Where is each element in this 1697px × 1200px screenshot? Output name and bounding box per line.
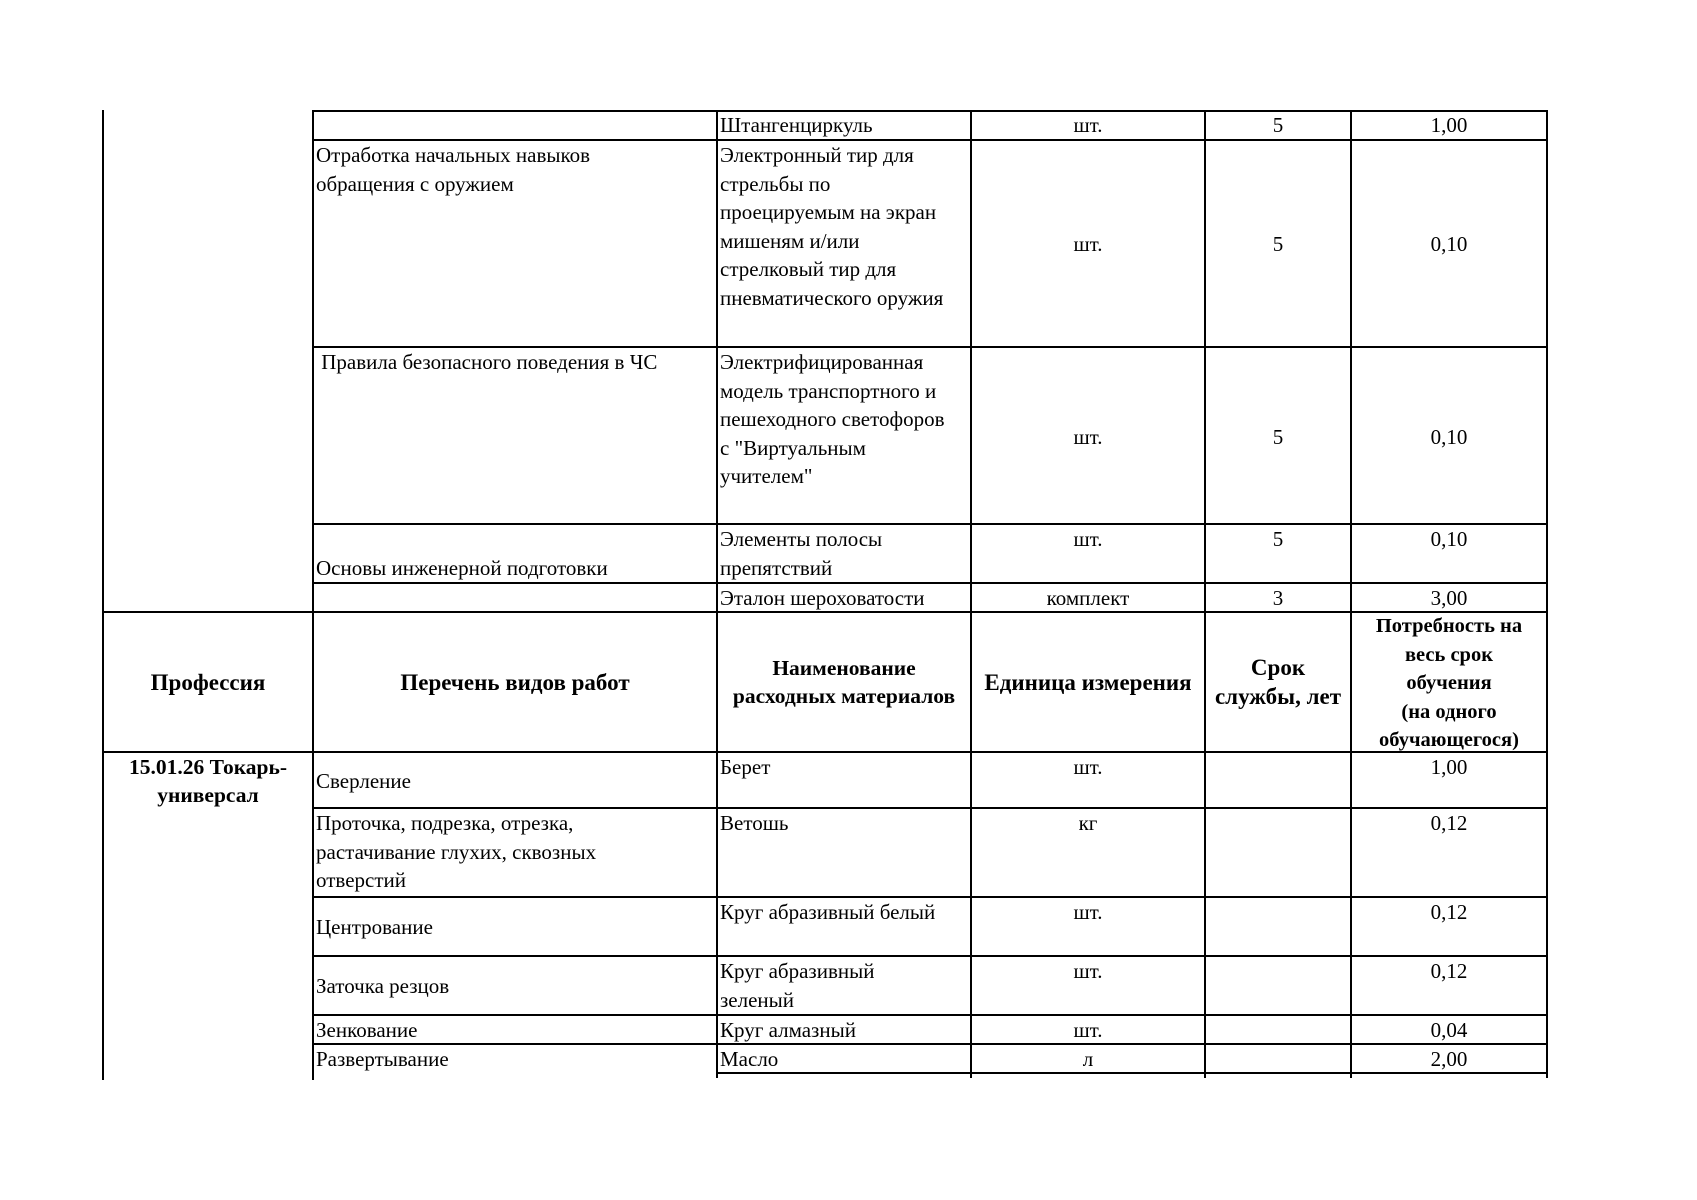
table-cell-work: Отработка начальных навыков обращения с оружием: [316, 143, 591, 196]
table-cell-unit: шт.: [1073, 1018, 1103, 1042]
table-cell-work: Зенкование: [316, 1018, 418, 1042]
table-cell-material: Элементы полосы препятствий: [720, 527, 883, 580]
table-cell-need: 1,00: [1430, 113, 1468, 137]
table-cell-unit: кг: [1078, 811, 1098, 835]
table-cell-material: Берет: [720, 755, 771, 779]
header-unit: Единица измерения: [984, 669, 1192, 695]
header-need: Потребность на весь срок обучения (на одного обучающегося): [1375, 615, 1523, 751]
table-cell-need: 0,10: [1430, 232, 1468, 256]
table-cell-need: 0,12: [1430, 900, 1468, 924]
table-cell-material: Электронный тир для стрельбы по проецируемым на экран мишеням и/или стрелковый тир для пневматического оружия: [720, 143, 944, 310]
table-cell-material: Ветошь: [720, 811, 789, 835]
table-cell-unit: комплект: [1046, 586, 1130, 610]
header-materials: Наименование расходных материалов: [732, 656, 956, 708]
header-term: Срок службы, лет: [1214, 655, 1342, 709]
table-cell-material: Электрифицированная модель транспортного и пешеходного светофоров с "Виртуальным учителем": [720, 350, 945, 488]
header-profession: Профессия: [150, 669, 266, 695]
table-cell-unit: шт.: [1073, 527, 1103, 551]
table-cell-unit: шт.: [1073, 900, 1103, 924]
table-cell-work: Проточка, подрезка, отрезка, растачивание глухих, сквозных отверстий: [316, 811, 597, 892]
header-works: Перечень видов работ: [400, 669, 630, 695]
table-cell-unit: шт.: [1073, 232, 1103, 256]
table-cell-material: Штангенциркуль: [720, 113, 873, 137]
table-cell-need: 0,10: [1430, 527, 1468, 551]
table-cell-unit: шт.: [1073, 755, 1103, 779]
table-cell-work: Заточка резцов: [316, 974, 450, 998]
table-cell-need: 0,10: [1430, 425, 1468, 449]
profession-name: 15.01.26 Токарь- универсал: [128, 755, 288, 807]
table-cell-term: 5: [1272, 113, 1284, 137]
table-cell-need: 0,04: [1430, 1018, 1468, 1042]
table-cell-material: Круг алмазный: [720, 1018, 856, 1042]
table-cell-material: Круг абразивный зеленый: [720, 959, 875, 1012]
table-cell-work: Развертывание: [316, 1047, 449, 1071]
table-cell-unit: л: [1082, 1047, 1094, 1071]
table-cell-need: 3,00: [1430, 586, 1468, 610]
table-border: [1546, 110, 1548, 1078]
table-cell-unit: шт.: [1073, 113, 1103, 137]
table-cell-unit: шт.: [1073, 959, 1103, 983]
table-cell-term: 5: [1272, 527, 1284, 551]
table-cell-unit: шт.: [1073, 425, 1103, 449]
table-border: [102, 110, 104, 1080]
table-cell-material: Масло: [720, 1047, 779, 1071]
table-cell-work: Центрование: [316, 915, 433, 939]
table-cell-need: 2,00: [1430, 1047, 1468, 1071]
table-cell-term: 3: [1272, 586, 1284, 610]
table-cell-need: 0,12: [1430, 959, 1468, 983]
table-cell-need: 1,00: [1430, 755, 1468, 779]
table-cell-work: Основы инженерной подготовки: [316, 556, 608, 580]
table-cell-material: Эталон шероховатости: [720, 586, 925, 610]
table-cell-material: Круг абразивный белый: [720, 900, 936, 924]
table-cell-term: 5: [1272, 232, 1284, 256]
table-cell-work: Правила безопасного поведения в ЧС: [316, 350, 658, 374]
table-cell-term: 5: [1272, 425, 1284, 449]
table-cell-work: Сверление: [316, 769, 411, 793]
table-cell-need: 0,12: [1430, 811, 1468, 835]
